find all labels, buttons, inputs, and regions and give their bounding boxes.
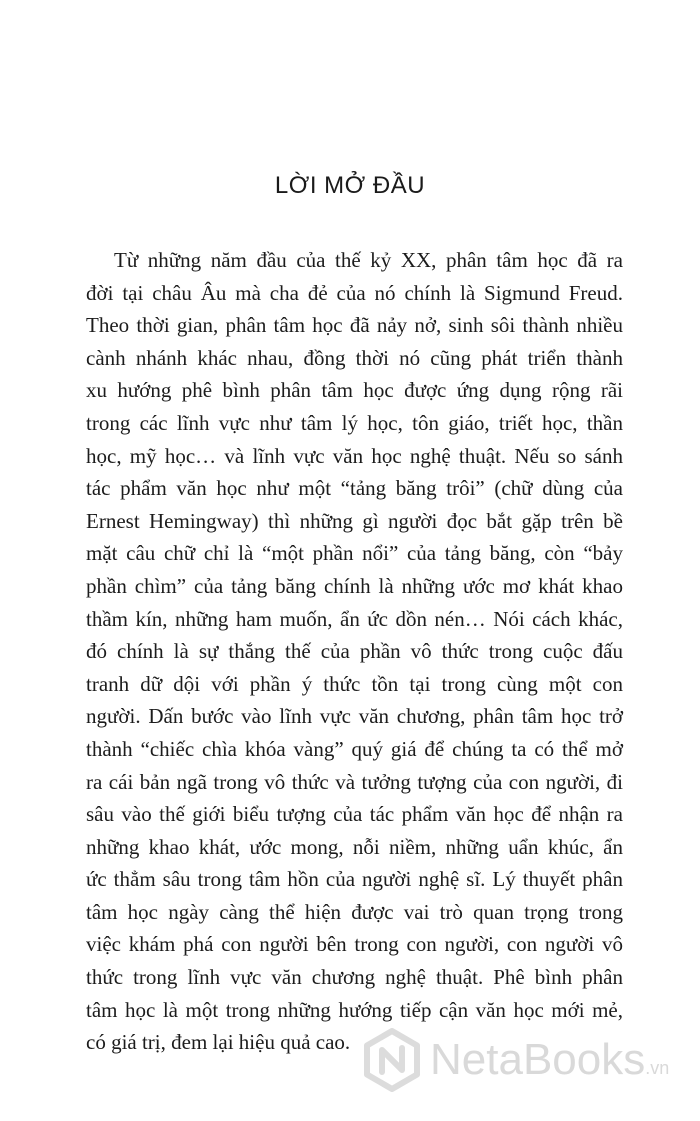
paragraph-line: ức thẳm sâu trong tâm hồn của người nghệ sĩ. Lý thuyết phân (86, 867, 623, 892)
netabooks-watermark (360, 1028, 690, 1092)
page-title: LỜI MỞ ĐẦU (274, 172, 426, 199)
paragraph-line: đó chính là sự thắng thế của phần vô thức trong cuộc đấu (86, 639, 623, 664)
paragraph-line: tác phẩm văn học như một “tảng băng trôi” (chữ dùng của (86, 476, 623, 501)
paragraph-line: thầm kín, những ham muốn, ẩn ức dồn nén… Nói cách khác, (86, 606, 623, 631)
body-paragraph (86, 244, 623, 1059)
paragraph-line: xu hướng phê bình phân tâm học được ứng dụng rộng rãi (86, 378, 623, 403)
paragraph-line: những khao khát, ước mong, nỗi niềm, những uẩn khúc, ẩn (86, 834, 623, 859)
paragraph-line: Ernest Hemingway) thì những gì người đọc bắt gặp trên bề (86, 508, 623, 533)
paragraph-line: học, mỹ học… và lĩnh vực văn học nghệ thuật. Nếu so sánh (86, 443, 623, 468)
paragraph-line: phần chìm” của tảng băng chính là những ước mơ khát khao (86, 573, 623, 598)
netabooks-logo-icon (360, 1028, 424, 1092)
paragraph-line: có giá trị, đem lại hiệu quả cao. (86, 1030, 351, 1055)
paragraph-line: ra cái bản ngã trong vô thức và tưởng tượng của con người, đi (86, 769, 623, 794)
watermark-suffix: .vn (645, 1058, 670, 1078)
paragraph-line: thức trong lĩnh vực văn chương nghệ thuật. Phê bình phân (86, 965, 623, 990)
paragraph-line: cành nhánh khác nhau, đồng thời nó cũng phát triển thành (86, 345, 623, 370)
paragraph-line: Theo thời gian, phân tâm học đã nảy nở, sinh sôi thành nhiều (86, 313, 623, 338)
paragraph-line: Từ những năm đầu của thế kỷ XX, phân tâm học đã ra (114, 248, 623, 272)
paragraph-line: việc khám phá con người bên trong con người, con người vô (86, 932, 623, 957)
paragraph-line: sâu vào thế giới biểu tượng của tác phẩm văn học để nhận ra (86, 802, 623, 827)
paragraph-line: trong các lĩnh vực như tâm lý học, tôn giáo, triết học, thần (86, 410, 623, 435)
paragraph-line: mặt câu chữ chỉ là “một phần nổi” của tảng băng, còn “bảy (86, 541, 623, 566)
paragraph-line: thành “chiếc chìa khóa vàng” quý giá để chúng ta có thể mở (86, 736, 623, 761)
watermark-brand: NetaBooks.vn (430, 1035, 670, 1084)
paragraph-line: tâm học là một trong những hướng tiếp cận văn học mới mẻ, (86, 997, 623, 1022)
paragraph-line: người. Dấn bước vào lĩnh vực văn chương, phân tâm học trở (86, 704, 623, 729)
paragraph-line: tâm học ngày càng thể hiện được vai trò quan trọng trong (86, 899, 623, 924)
paragraph-line: tranh dữ dội với phần ý thức tồn tại trong cùng một con (86, 671, 623, 696)
paragraph-line: đời tại châu Âu mà cha đẻ của nó chính là Sigmund Freud. (86, 280, 623, 305)
